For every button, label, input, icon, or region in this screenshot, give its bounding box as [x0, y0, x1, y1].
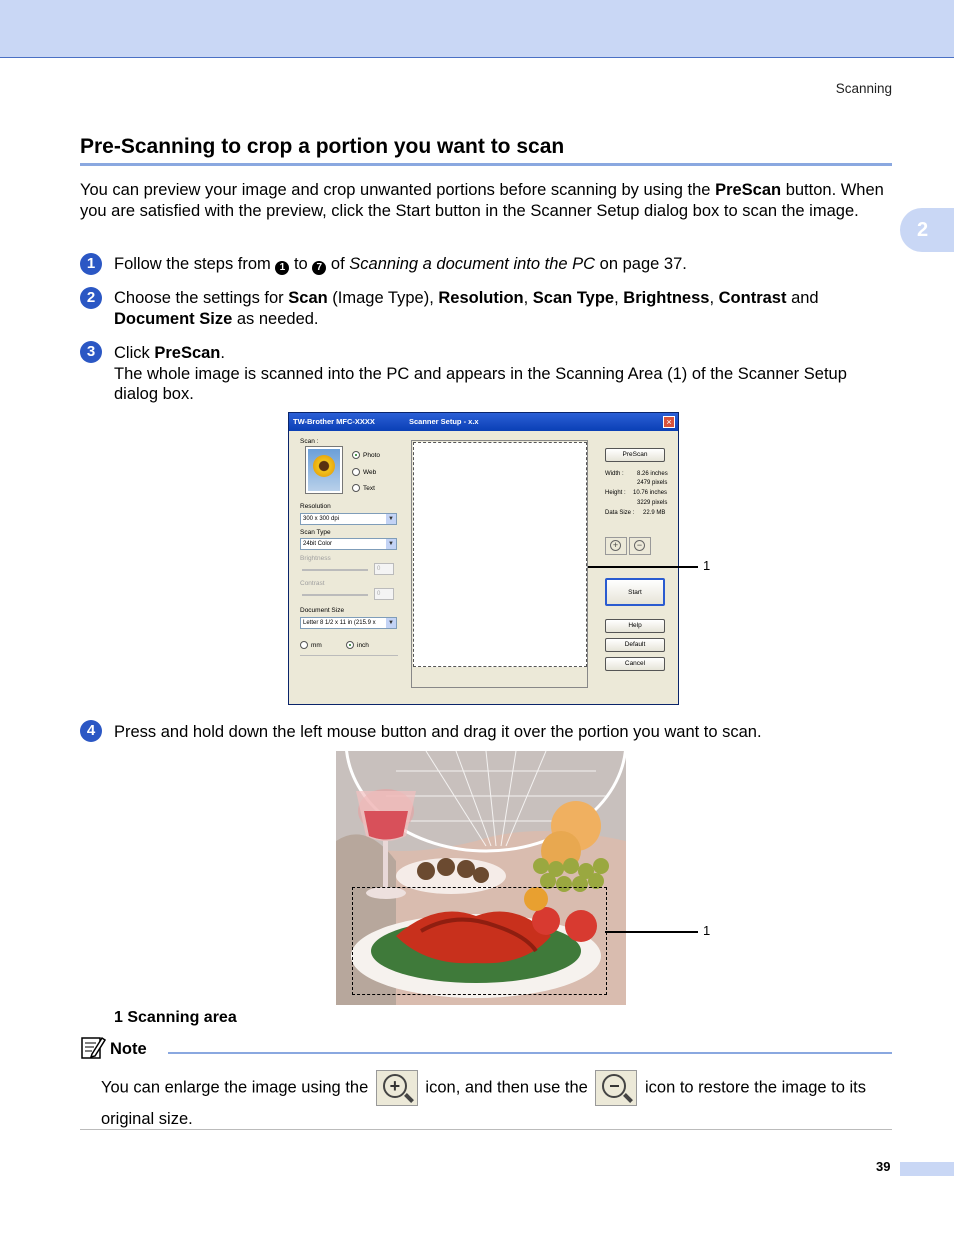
zoom-out-button[interactable]	[629, 537, 651, 555]
radio-web-label: Web	[363, 469, 377, 476]
brightness-slider[interactable]	[302, 569, 368, 571]
resolution-select[interactable]: 300 x 300 dpi ▼	[300, 513, 397, 525]
radio-photo-label: Photo	[363, 452, 380, 459]
close-icon[interactable]: ×	[663, 416, 675, 428]
data-size-info: Data Size : 22.9 MB	[605, 510, 666, 516]
dialog-divider	[300, 655, 398, 656]
help-button[interactable]: Help	[605, 619, 665, 633]
header-band	[0, 0, 954, 58]
resolution-label: Resolution	[300, 503, 331, 510]
step-3-text: Click PreScan. The whole image is scanned into the PC and appears in the Scanning Area (1) of the Scanner Setup dialog box.	[114, 344, 847, 403]
step-number-1: 1	[80, 253, 102, 275]
document-size-select[interactable]: Letter 8 1/2 x 11 in (215.9 x ▼	[300, 617, 397, 629]
step-4-text: Press and hold down the left mouse button and drag it over the portion you want to scan.	[114, 723, 762, 741]
callout-line-2	[605, 931, 698, 933]
dialog-title-bar	[289, 413, 678, 431]
page-title: Pre-Scanning to crop a portion you want to scan	[80, 135, 892, 166]
scanner-setup-dialog: TW-Brother MFC-XXXX Scanner Setup - x.x × Scan : Photo Web Text Resolution 300 x 300 dpi ▼ Scan Type 24bit Color ▼ Brightness 0 Contrast 0 Document Size Letter 8 1/2 x 11 in (215.9 x ▼ mm inch PreScan Width : 8.26 inches 2479 pixels Height : 10.76 inches 3229 pixels Data Size : 22.9 MB + − Start Help Default Cancel	[288, 412, 679, 705]
radio-inch[interactable]	[346, 641, 354, 649]
dialog-title-right: Scanner Setup - x.x	[409, 417, 479, 426]
radio-text-label: Text	[363, 485, 375, 492]
document-size-label: Document Size	[300, 607, 345, 614]
step-1-text: Follow the steps from 1 to 7 of Scanning a document into the PC on page 37.	[114, 255, 687, 273]
chevron-down-icon: ▼	[386, 539, 396, 549]
figure-legend: 1 Scanning area	[114, 1009, 237, 1026]
step-number-4: 4	[80, 720, 102, 742]
scan-type-label: Scan Type	[300, 529, 331, 536]
step-2-text: Choose the settings for Scan (Image Type), Resolution, Scan Type, Brightness, Contrast and Document Size as needed.	[114, 289, 819, 328]
zoom-in-image	[376, 1070, 418, 1106]
note-bottom-rule	[80, 1129, 892, 1130]
zoom-in-icon: +	[383, 1074, 407, 1098]
radio-inch-label: inch	[357, 642, 369, 649]
sunflower-icon	[313, 455, 335, 477]
zoom-in-icon: +	[610, 540, 621, 551]
step-number-3: 3	[80, 341, 102, 363]
chevron-down-icon: ▼	[386, 618, 396, 628]
radio-text[interactable]	[352, 484, 360, 492]
intro-paragraph: You can preview your image and crop unwanted portions before scanning by using the PreScan button. When you are satisfied with the preview, click the Start button in the Scanner Setup dialog box to scan the image.	[80, 181, 884, 220]
brightness-value[interactable]: 0	[374, 563, 394, 575]
prescan-button[interactable]: PreScan	[605, 448, 665, 462]
step-ref-1: 1	[275, 261, 289, 275]
step-ref-7: 7	[312, 261, 326, 275]
radio-web[interactable]	[352, 468, 360, 476]
contrast-label: Contrast	[300, 580, 325, 587]
zoom-out-icon: −	[602, 1074, 626, 1098]
scan-type-select[interactable]: 24bit Color ▼	[300, 538, 397, 550]
scanned-photo	[336, 751, 626, 1005]
note-pencil-icon	[80, 1034, 106, 1060]
note-text: You can enlarge the image using the + icon, and then use the − icon to restore the image to its original size.	[101, 1070, 901, 1132]
scan-label: Scan :	[300, 438, 319, 445]
dialog-title-left: TW-Brother MFC-XXXX	[293, 417, 375, 426]
page-number-band	[900, 1162, 954, 1176]
crop-selection[interactable]	[352, 887, 607, 995]
cancel-button[interactable]: Cancel	[605, 657, 665, 671]
radio-photo[interactable]	[352, 451, 360, 459]
width-info: Width : 8.26 inches	[605, 471, 668, 477]
photo-thumbnail	[305, 446, 343, 494]
chevron-down-icon: ▼	[386, 514, 396, 524]
zoom-out-icon: −	[634, 540, 645, 551]
default-button[interactable]: Default	[605, 638, 665, 652]
step-number-2: 2	[80, 287, 102, 309]
note-rule	[168, 1052, 892, 1054]
zoom-out-image	[595, 1070, 637, 1106]
contrast-slider[interactable]	[302, 594, 368, 596]
callout-line-1	[588, 566, 698, 568]
scanning-area[interactable]	[411, 440, 588, 688]
height-info: Height : 10.76 inches	[605, 490, 668, 496]
page-number: 39	[876, 1159, 891, 1174]
section-name: Scanning	[835, 81, 892, 96]
radio-mm[interactable]	[300, 641, 308, 649]
callout-number-2: 1	[703, 923, 711, 938]
note-label: Note	[110, 1040, 147, 1058]
contrast-value[interactable]: 0	[374, 588, 394, 600]
start-button[interactable]: Start	[605, 578, 665, 606]
callout-number-1: 1	[703, 558, 711, 573]
zoom-in-button[interactable]	[605, 537, 627, 555]
brightness-label: Brightness	[300, 555, 331, 562]
chapter-tab: 2	[900, 208, 954, 252]
radio-mm-label: mm	[311, 642, 322, 649]
